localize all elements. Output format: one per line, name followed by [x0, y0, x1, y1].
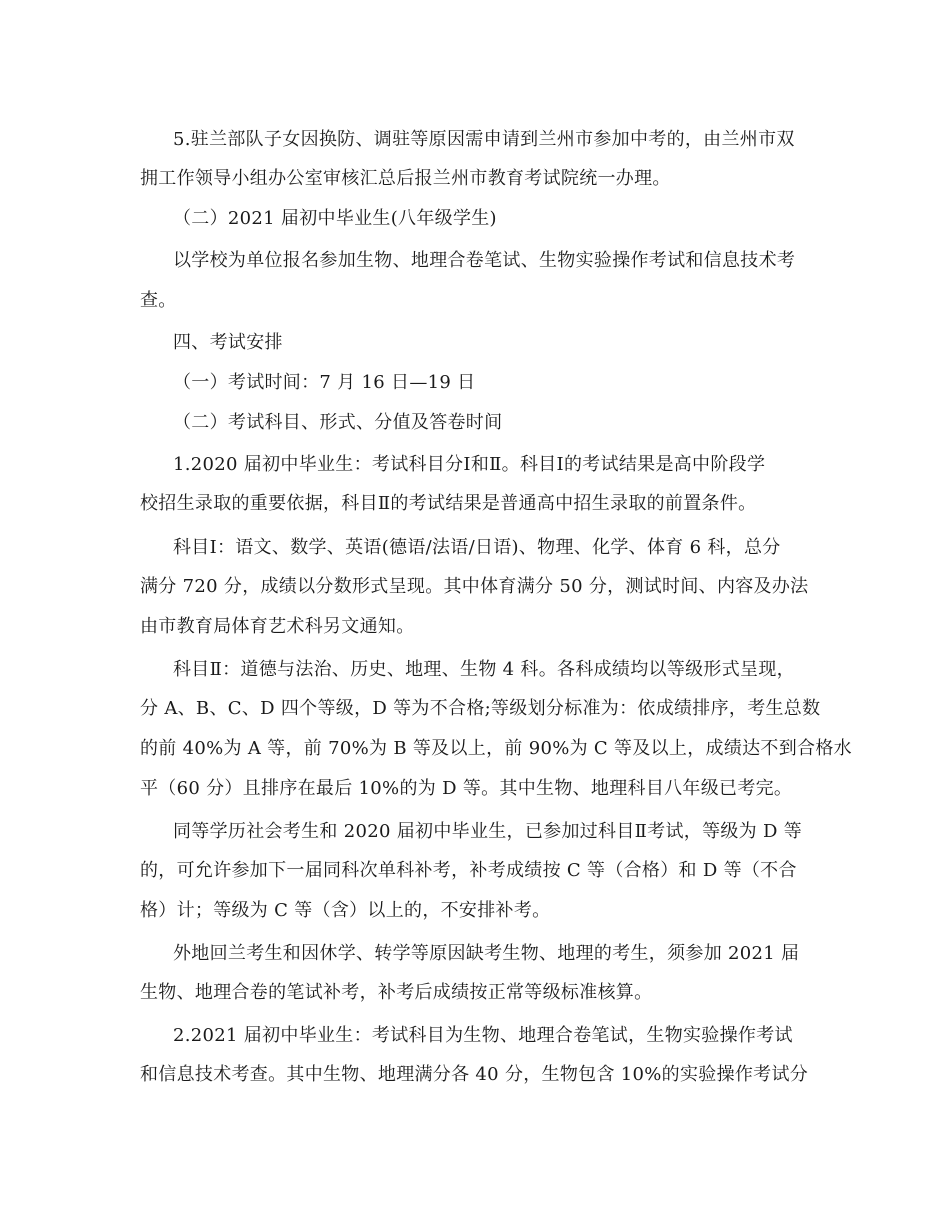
text-line: 的，可允许参加下一届同科次单科补考，补考成绩按 C 等（合格）和 D 等（不合	[140, 860, 797, 881]
section-heading: （二）考试科目、形式、分值及答卷时间	[173, 412, 503, 433]
text-line: 的前 40%为 A 等，前 70%为 B 等及以上，前 90%为 C 等及以上，成绩达不到合格水	[140, 738, 852, 759]
text-line: 外地回兰考生和因休学、转学等原因缺考生物、地理的考生，须参加 2021 届	[173, 943, 800, 964]
text-line: 科目Ⅱ：道德与法治、历史、地理、生物 4 科。各科成绩均以等级形式呈现，	[173, 659, 795, 680]
text-line: 由市教育局体育艺术科另文通知。	[140, 616, 415, 637]
text-line: 科目Ⅰ：语文、数学、英语(德语/法语/日语)、物理、化学、体育 6 科，总分	[173, 537, 781, 558]
text-line: 生物、地理合卷的笔试补考，补考后成绩按正常等级标准核算。	[140, 982, 653, 1003]
text-line: 以学校为单位报名参加生物、地理合卷笔试、生物实验操作考试和信息技术考	[173, 250, 796, 271]
text-line: 和信息技术考查。其中生物、地理满分各 40 分，生物包含 10%的实验操作考试分	[140, 1064, 809, 1085]
text-line: 查。	[140, 290, 177, 311]
text-line: 1.2020 届初中毕业生：考试科目分Ⅰ和Ⅱ。科目Ⅰ的考试结果是高中阶段学	[173, 454, 766, 475]
text-line: 同等学历社会考生和 2020 届初中毕业生，已参加过科目Ⅱ考试，等级为 D 等	[173, 821, 803, 842]
text-line: 拥工作领导小组办公室审核汇总后报兰州市教育考试院统一办理。	[140, 168, 671, 189]
text-line: 5.驻兰部队子女因换防、调驻等原因需申请到兰州市参加中考的，由兰州市双	[173, 129, 795, 150]
text-line: 格）计；等级为 C 等（含）以上的，不安排补考。	[140, 900, 551, 921]
section-heading: （二）2021 届初中毕业生(八年级学生)	[173, 208, 497, 229]
section-heading: （一）考试时间：7 月 16 日—19 日	[173, 372, 476, 393]
text-line: 平（60 分）且排序在最后 10%的为 D 等。其中生物、地理科目八年级已考完。	[140, 778, 793, 799]
text-line: 满分 720 分，成绩以分数形式呈现。其中体育满分 50 分，测试时间、内容及办法	[140, 576, 809, 597]
text-line: 校招生录取的重要依据，科目Ⅱ的考试结果是普通高中招生录取的前置条件。	[140, 493, 757, 514]
text-line: 分 A、B、C、D 四个等级，D 等为不合格;等级划分标准为：依成绩排序，考生总数	[140, 698, 821, 719]
text-line: 2.2021 届初中毕业生：考试科目为生物、地理合卷笔试，生物实验操作考试	[173, 1025, 793, 1046]
section-heading: 四、考试安排	[173, 332, 283, 353]
